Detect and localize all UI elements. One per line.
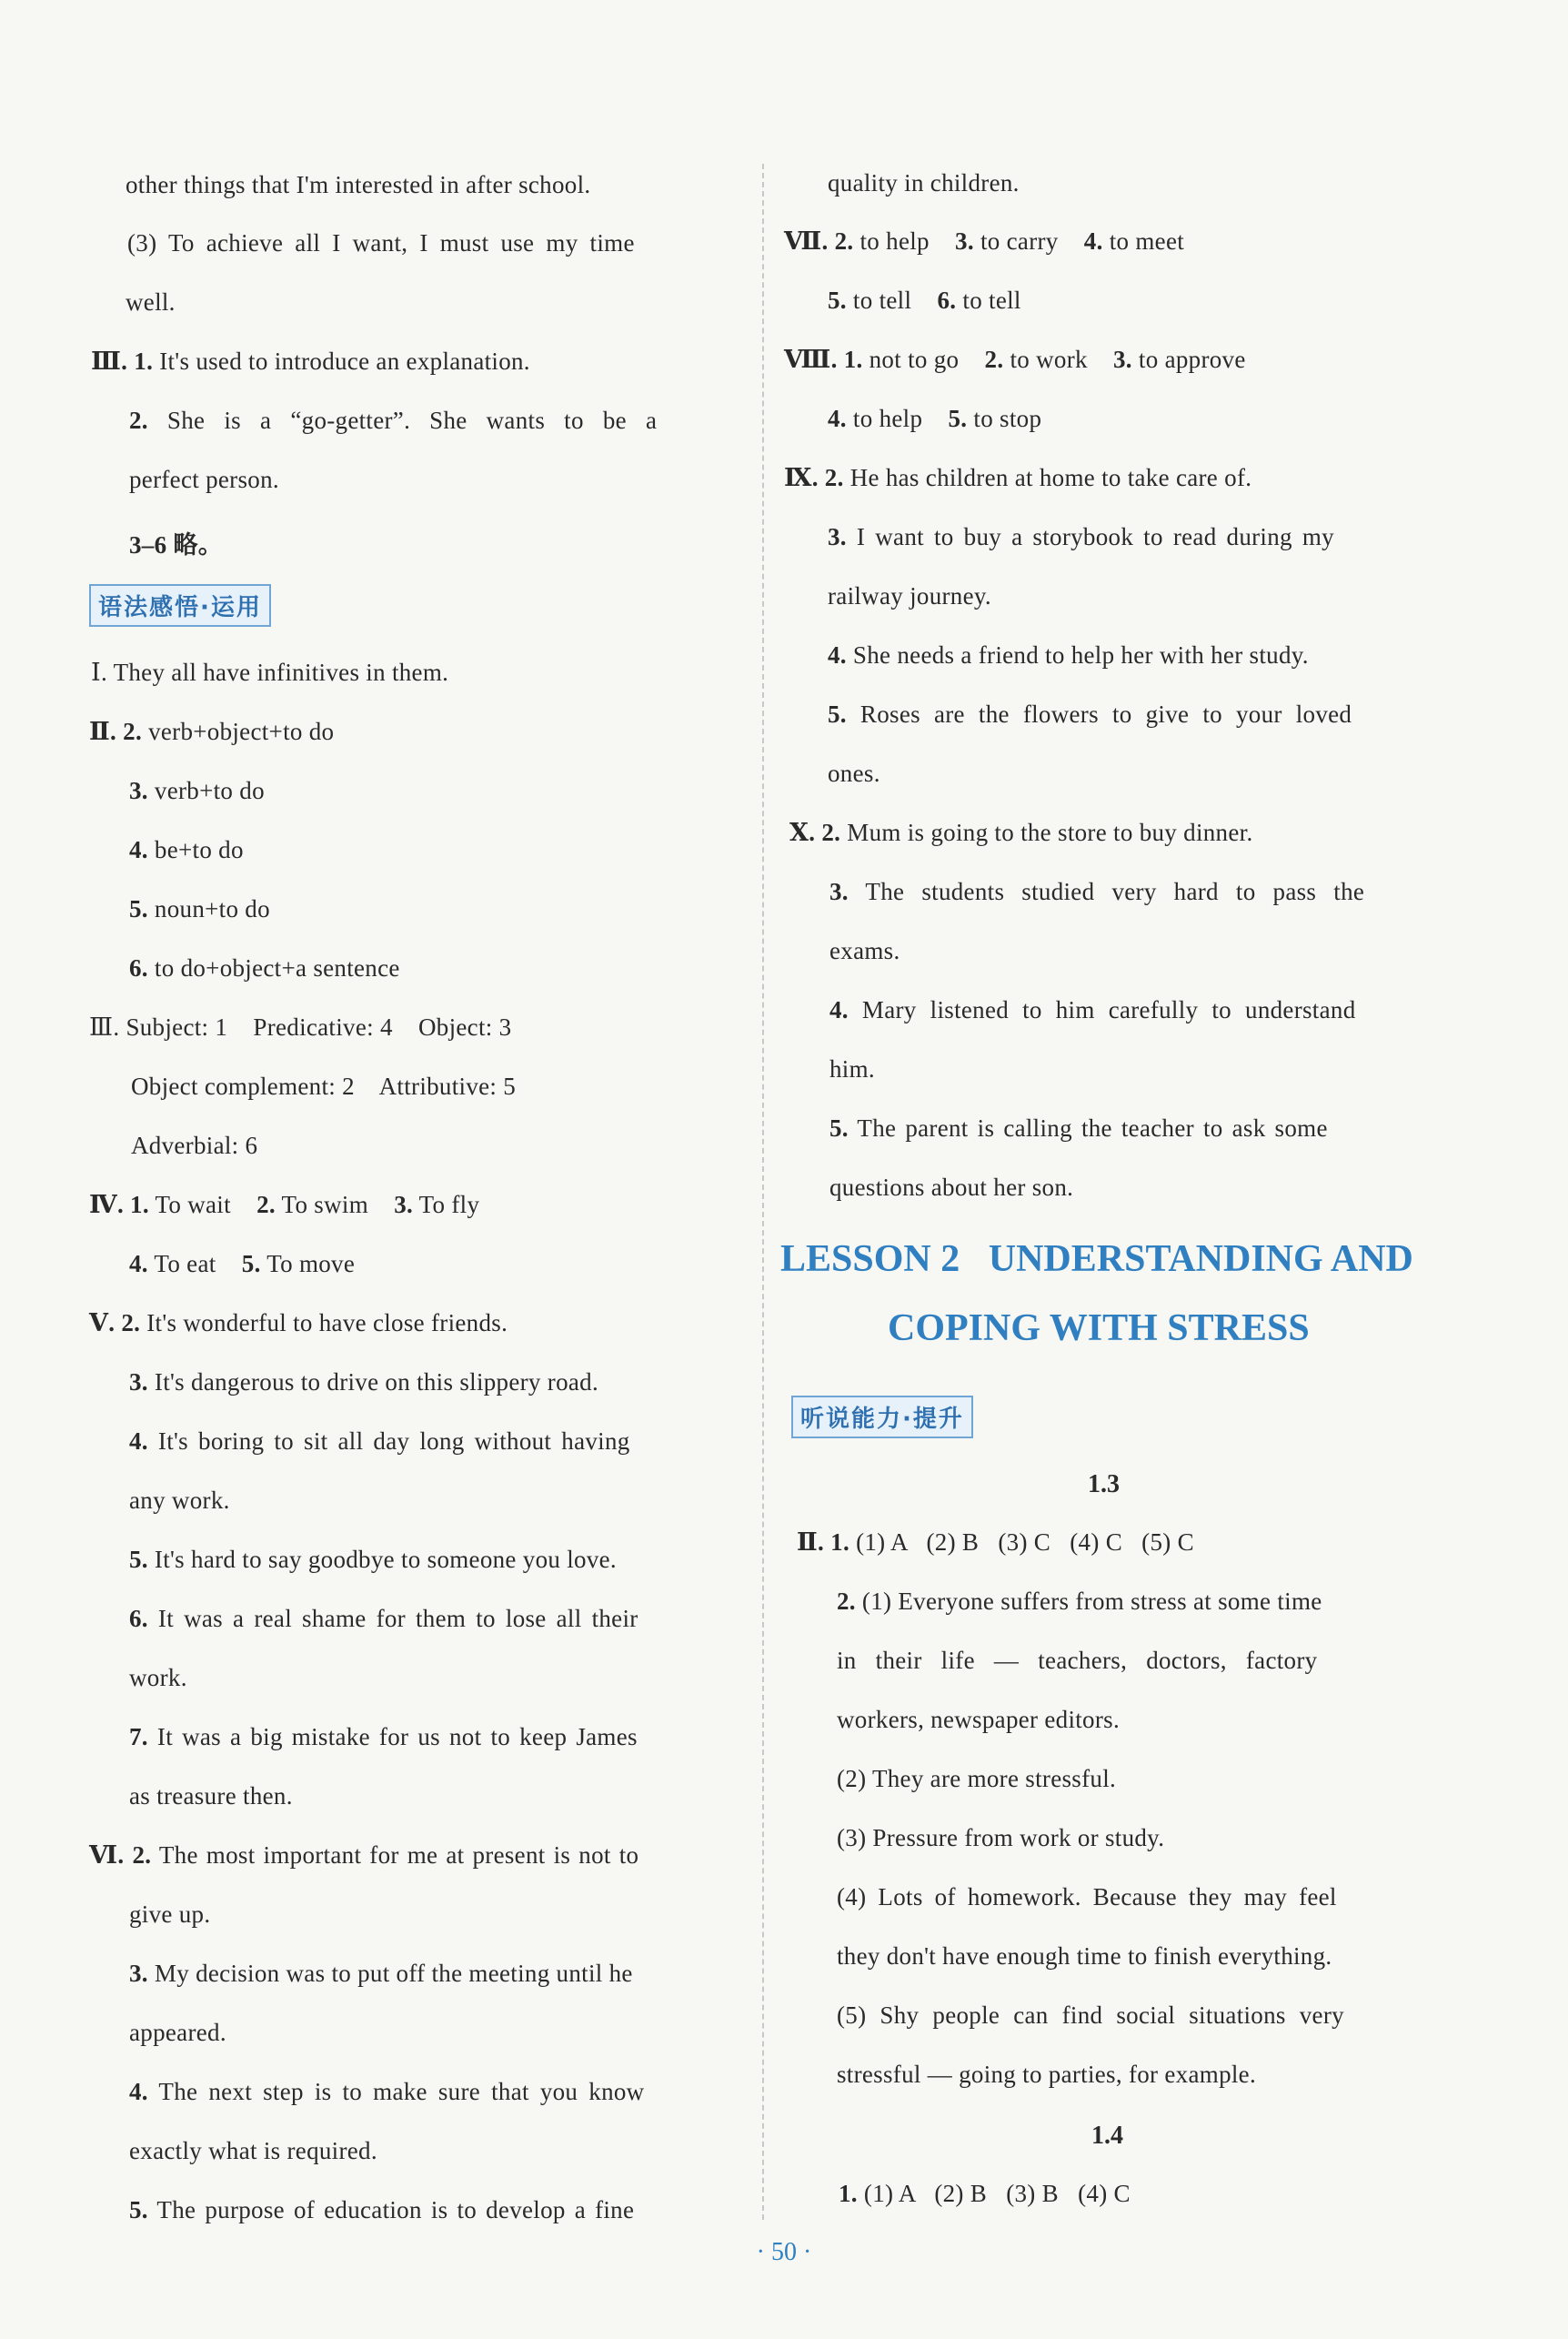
answer-text: (1) Everyone suffers from stress at some time <box>861 1588 1322 1615</box>
text-line: well. <box>126 288 176 316</box>
text-line: give up. <box>129 1900 211 1928</box>
answer-ix-4 <box>828 641 1309 670</box>
answer-ii-6 <box>129 954 400 983</box>
item-number: Ⅳ. 1. <box>89 1191 149 1218</box>
item-number: 1. <box>839 2180 858 2207</box>
item-number: 6. <box>129 954 148 982</box>
text-line: perfect person. <box>129 466 279 493</box>
answer-text: to help <box>859 227 930 255</box>
answer-text: The most important for me at present is not to <box>158 1841 639 1869</box>
answer-text: The next step is to make sure that you know <box>158 2078 645 2105</box>
answer-vi-3 <box>129 1960 633 1988</box>
answer-text: to help <box>852 405 923 432</box>
answer-ii-5 <box>129 895 270 923</box>
page-number: · 50 · <box>756 2238 812 2266</box>
answer-vii-row2 <box>828 287 1021 315</box>
answer-text: verb+to do <box>154 777 265 804</box>
answer-text: Mum is going to the store to buy dinner. <box>847 819 1253 846</box>
text-line: (3) Pressure from work or study. <box>837 1824 1165 1851</box>
answer-ii-3 <box>129 777 265 805</box>
answer-x-4 <box>829 996 1356 1024</box>
answer-text: To eat <box>154 1250 216 1277</box>
text-line: any work. <box>129 1487 230 1514</box>
item-number: 7. <box>129 1723 148 1750</box>
answer-text: to approve <box>1138 346 1246 373</box>
answer-ii-2 <box>837 1588 1322 1616</box>
answer-text: It's hard to say goodbye to someone you love. <box>154 1546 617 1573</box>
text-line: (5) Shy people can find social situations very <box>837 2001 1344 2029</box>
item-number: 6. <box>937 287 957 314</box>
answer-vii-row1 <box>784 227 1184 256</box>
text-line: other things that I'm interested in after school. <box>126 171 591 198</box>
item-number: 6. <box>129 1605 148 1632</box>
item-number: 3. <box>129 777 148 804</box>
item-number: 2. <box>129 407 148 434</box>
text-line: (4) Lots of homework. Because they may feel <box>837 1883 1337 1911</box>
answer-text: (1) A (2) B (3) C (4) C (5) C <box>856 1528 1194 1556</box>
item-number: Ⅱ. 2. <box>89 718 143 745</box>
answer-v-7 <box>129 1723 638 1751</box>
text-line: workers, newspaper editors. <box>837 1706 1121 1733</box>
answer-text: to meet <box>1109 227 1185 255</box>
answer-ix-5 <box>828 701 1352 729</box>
text-line: (3) To achieve all I want, I must use my time <box>127 229 635 257</box>
text-line: Ⅲ. Subject: 1 Predicative: 4 Object: 3 <box>89 1013 512 1041</box>
answer-i <box>91 659 448 687</box>
answer-iii-2 <box>129 407 657 435</box>
item-number: 4. <box>129 1427 148 1455</box>
item-number: 2. <box>837 1588 856 1615</box>
text-line: 3–6 略。 <box>129 531 224 559</box>
answer-text: It was a big mistake for us not to keep James <box>156 1723 638 1750</box>
text-line: stressful — going to parties, for example. <box>837 2061 1256 2088</box>
item-number: 4. <box>129 1250 148 1277</box>
answer-text: not to go <box>869 346 960 373</box>
item-number: 4. <box>828 641 847 669</box>
item-number: 4. <box>129 836 148 863</box>
item-number: 5. <box>828 701 847 728</box>
answer-text: to stop <box>973 405 1042 432</box>
item-number: 3. <box>828 523 847 550</box>
answer-vi-2 <box>89 1841 638 1870</box>
answer-text: The parent is calling the teacher to ask some <box>857 1114 1328 1142</box>
item-number: Ⅶ. 2. <box>784 227 854 255</box>
item-number: 5. <box>129 895 148 922</box>
answer-v-5 <box>129 1546 617 1574</box>
text-line: they don't have enough time to finish everything. <box>837 1942 1332 1970</box>
text-line: as treasure then. <box>129 1782 293 1810</box>
item-number: 5. <box>829 1114 849 1142</box>
item-number: 3. <box>829 878 849 905</box>
answer-text: The purpose of education is to develop a fine <box>156 2196 635 2223</box>
item-number: 3. <box>1113 346 1132 373</box>
item-number: 5. <box>948 405 968 432</box>
text-line: exactly what is required. <box>129 2137 377 2164</box>
text-line: in their life — teachers, doctors, factory <box>837 1647 1318 1674</box>
answer-text: to work <box>1010 346 1088 373</box>
answer-text: He has children at home to take care of. <box>849 464 1252 491</box>
answer-ii-4 <box>129 836 244 864</box>
item-number: 3. <box>129 1368 148 1396</box>
answer-iii-1 <box>91 348 530 376</box>
answer-text: The students studied very hard to pass the <box>865 878 1365 905</box>
answer-text: It's wonderful to have close friends. <box>146 1309 508 1336</box>
answer-v-3 <box>129 1368 598 1396</box>
text-line: Adverbial: 6 <box>131 1132 258 1159</box>
item-number: 2. <box>256 1191 276 1218</box>
answer-vi-5 <box>129 2196 634 2224</box>
answer-text: noun+to do <box>154 895 270 922</box>
answer-text: They all have infinitives in them. <box>113 659 449 686</box>
item-number: Ⅵ. 2. <box>89 1841 152 1869</box>
answer-text: It's dangerous to drive on this slippery road. <box>154 1368 599 1396</box>
item-number: 4. <box>829 996 849 1023</box>
answer-text: To move <box>266 1250 356 1277</box>
section-tag-grammar: 语法感悟·运用 <box>89 584 271 627</box>
text-line: (2) They are more stressful. <box>837 1765 1117 1792</box>
item-number: Ⅹ. 2. <box>789 819 841 846</box>
item-number: Ⅷ. 1. <box>784 346 863 373</box>
answer-iv-row2 <box>129 1250 355 1278</box>
item-number: 4. <box>1083 227 1103 255</box>
answer-x-5 <box>829 1114 1328 1143</box>
item-number: 5. <box>828 287 847 314</box>
item-number: 3. <box>955 227 974 255</box>
answer-iv-row1 <box>89 1191 479 1219</box>
answer-text: to carry <box>980 227 1059 255</box>
text-line: exams. <box>829 937 900 964</box>
text-line: railway journey. <box>828 582 991 610</box>
answer-text: It's used to introduce an explanation. <box>159 348 530 375</box>
answer-text: Roses are the flowers to give to your loved <box>859 701 1352 728</box>
item-number: 4. <box>828 405 847 432</box>
item-number: 4. <box>129 2078 148 2105</box>
answer-text: To swim <box>281 1191 368 1218</box>
answer-ix-3 <box>828 523 1334 551</box>
section-tag-listening: 听说能力·提升 <box>791 1396 973 1438</box>
item-number: 3. <box>129 1960 148 1987</box>
answer-text: to do+object+a sentence <box>154 954 400 982</box>
item-number: 5. <box>129 2196 148 2223</box>
answer-text: She is a “go-getter”. She wants to be a <box>166 407 658 434</box>
answer-viii-row2 <box>828 405 1041 433</box>
answer-text: be+to do <box>154 836 244 863</box>
lesson-title-line1: LESSON 2 UNDERSTANDING AND <box>780 1238 1413 1280</box>
answer-text: It was a real shame for them to lose all their <box>157 1605 638 1632</box>
answer-text: to tell <box>852 287 912 314</box>
text-line: appeared. <box>129 2019 226 2046</box>
text-line: questions about her son. <box>829 1174 1074 1201</box>
answer-x-2 <box>789 819 1253 847</box>
answer-text: Mary listened to him carefully to understand <box>861 996 1356 1023</box>
answer-text: I want to buy a storybook to read during my <box>856 523 1334 550</box>
answer-text: She needs a friend to help her with her study. <box>852 641 1309 669</box>
answer-ii-2 <box>89 718 334 746</box>
answer-text: To wait <box>155 1191 231 1218</box>
lesson-title-line2: COPING WITH STRESS <box>888 1307 1310 1349</box>
item-number: Ⅰ. <box>91 659 108 686</box>
answer-1-4 <box>839 2180 1131 2208</box>
item-number: 5. <box>241 1250 261 1277</box>
answer-v-2 <box>89 1309 508 1337</box>
subsection-heading: 1.3 <box>1088 1470 1120 1498</box>
answer-v-4 <box>129 1427 630 1456</box>
answer-text: To fly <box>418 1191 480 1218</box>
item-number: Ⅸ. 2. <box>784 464 844 491</box>
answer-text: to tell <box>962 287 1021 314</box>
answer-vi-4 <box>129 2078 644 2106</box>
item-number: Ⅴ. 2. <box>89 1309 141 1336</box>
answer-ii-1 <box>797 1528 1194 1557</box>
answer-ix-2 <box>784 464 1251 492</box>
text-line: work. <box>129 1664 187 1691</box>
answer-viii-row1 <box>784 346 1246 374</box>
answer-text: verb+object+to do <box>148 718 335 745</box>
text-line: Object complement: 2 Attributive: 5 <box>131 1073 517 1100</box>
answer-x-3 <box>829 878 1364 906</box>
column-divider <box>762 164 764 2220</box>
subsection-heading: 1.4 <box>1091 2122 1123 2150</box>
text-line: him. <box>829 1055 875 1083</box>
answer-text: My decision was to put off the meeting until he <box>154 1960 633 1987</box>
answer-text: It's boring to sit all day long without having <box>157 1427 630 1455</box>
item-number: 5. <box>129 1546 148 1573</box>
item-number: Ⅲ. 1. <box>91 348 154 375</box>
item-number: 2. <box>984 346 1004 373</box>
text-line: quality in children. <box>828 169 1020 197</box>
answer-text: (1) A (2) B (3) B (4) C <box>863 2180 1131 2207</box>
text-line: ones. <box>828 760 880 787</box>
item-number: Ⅱ. 1. <box>797 1528 850 1556</box>
answer-v-6 <box>129 1605 638 1633</box>
item-number: 3. <box>394 1191 414 1218</box>
